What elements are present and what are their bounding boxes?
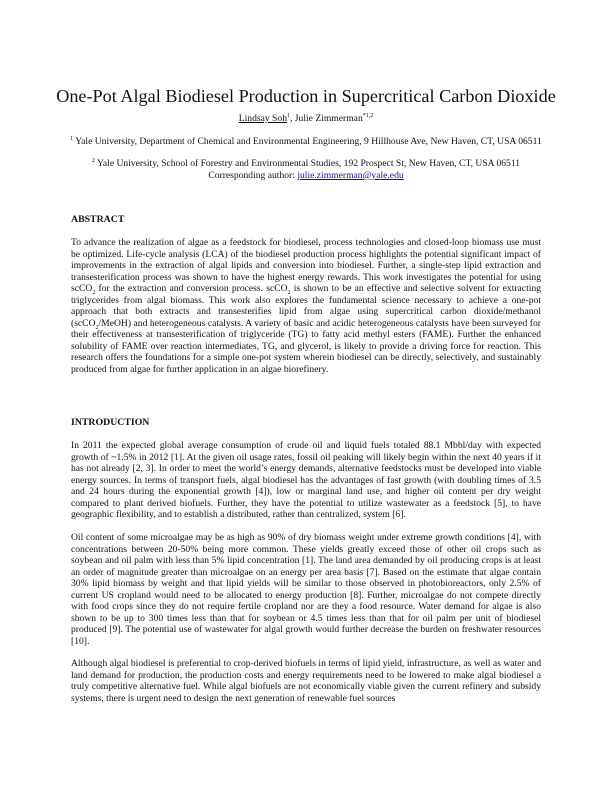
abstract-text <box>71 237 541 375</box>
author-affiliation-mark: 1 <box>287 112 290 119</box>
corresponding-author <box>40 170 572 182</box>
intro-paragraph-3: Although algal biodiesel is preferential to crop-derived biofuels in terms of lipid yield, infrastructure, as well as water and land demand for production, the production costs and energy requirements need to be lowered to make algal biodiesel a truly competitive alternative fuel. While algal biofuels are not economically viable given the current refinery and subsidy systems, there is urgent need to design the next generation of renewable fuel sources <box>71 658 541 704</box>
author-separator: , <box>290 113 295 124</box>
affiliation-1 <box>70 136 542 148</box>
affiliation-text: Yale University, School of Forestry and Environmental Studies, 192 Prospect St, New Haven, CT, USA 06511 <box>96 158 521 169</box>
corresponding-label: Corresponding author: <box>208 170 298 181</box>
author-line <box>40 113 572 125</box>
intro-paragraph-1: In 2011 the expected global average consumption of crude oil and liquid fuels totaled 88.1 Mbbl/day with expected growth of ~1.5% in 2012 [1]. At the given oil usage rates, fossil oil peaking will likely begin within the next 40 years if it has not already [2, 3]. In order to meet the world’s energy demands, alternative feedstocks must be developed into viable energy sources. In terms of transport fuels, algal biodiesel has the advantages of fast growth (with doubling times of 3.5 and 24 hours during the exponential growth [4]), low or marginal land use, and higher oil content per dry weight compared to plant derived biofuels. Further, they have the potential to utilize wastewater as a feedstock [5], to have geographic flexibility, and to establish a distributed, rather than centralized, system [6]. <box>71 440 541 520</box>
abstract-segment: is shown to be an effective and selective solvent for extracting triglycerides from algal biomass. This work also explores the fundamental science necessary to achieve a one-pot approach that both extracts and transesterifies lipid from algae using supercritical carbon dioxide/methanol (scCO <box>71 283 541 329</box>
affiliation-mark: 1 <box>70 135 74 142</box>
introduction-heading: INTRODUCTION <box>71 417 150 428</box>
affiliation-mark: 2 <box>91 157 95 164</box>
subscript: 2 <box>287 289 291 296</box>
author-affiliation-mark: *1,2 <box>362 112 374 119</box>
affiliation-text: Yale University, Department of Chemical and Environmental Engineering, 9 Hillhouse Ave, New Haven, CT, USA 06511 <box>75 136 542 147</box>
author-name-zimmerman: Julie Zimmerman <box>294 113 363 124</box>
author-name-soh: Lindsay Soh <box>238 113 287 124</box>
paper-title: One-Pot Algal Biodiesel Production in Supercritical Carbon Dioxide <box>56 86 556 106</box>
subscript: 2 <box>95 324 99 331</box>
intro-paragraph-2: Oil content of some microalgae may be as high as 90% of dry biomass weight under extreme growth conditions [4], with concentrations between 20-50% being more common. These yields greatly exceed those of other oil crops such as soybean and oil palm with less than 5% lipid concentration [1]. The land area demanded by oil producing crops is at least an order of magnitude greater than microalgae on an energy per area basis [7]. Based on the estimate that algae contain 30% lipid biomass by weight and that lipid yields will be similar to those observed in photobioreactors, only 2.5% of current US cropland would need to be allocated to energy production [8]. Further, microalgae do not compete directly with food crops since they do not require fertile cropland nor are they a food resource. Water demand for algae is also shown to be up to 300 times less than that for soybean or 4.5 times less than that for oil palm per unit of biodiesel produced [9]. The potential use of wastewater for algal growth would further decrease the burden on freshwater resources [10]. <box>71 532 541 647</box>
abstract-segment: /MeOH) and heterogeneous catalysts. A variety of basic and acidic heterogeneous catalysts have been surveyed for their effectiveness at transesterification of triglyceride (TG) to fatty acid methyl esters (FAME). Further the enhanced solubility of FAME over reaction intermediates, TG, and glycerol, is likely to provide a driving force for reaction. This research offers the foundations for a simple one-pot system wherein biodiesel can be directly, selectively, and sustainably produced from algae for further application in an algae biorefinery. <box>71 317 541 375</box>
abstract-heading: ABSTRACT <box>71 214 125 225</box>
abstract-segment: To advance the realization of algae as a feedstock for biodiesel, process technologies and closed-loop biomass use must be optimized. Life-cycle analysis (LCA) of the biodiesel production process highlights the potential significant impact of improvements in the extraction of algal lipids and conversion into biodiesel. Further, a single-step lipid extraction and transesterification process was shown to have the highest energy rewards. This work investigates the potential for using scCO <box>71 237 541 294</box>
corresponding-email-link[interactable]: julie.zimmerman@yale.edu <box>297 170 404 181</box>
abstract-segment: for the extraction and conversion process. scCO <box>95 283 288 294</box>
affiliation-2 <box>70 158 542 170</box>
subscript: 2 <box>92 289 96 296</box>
